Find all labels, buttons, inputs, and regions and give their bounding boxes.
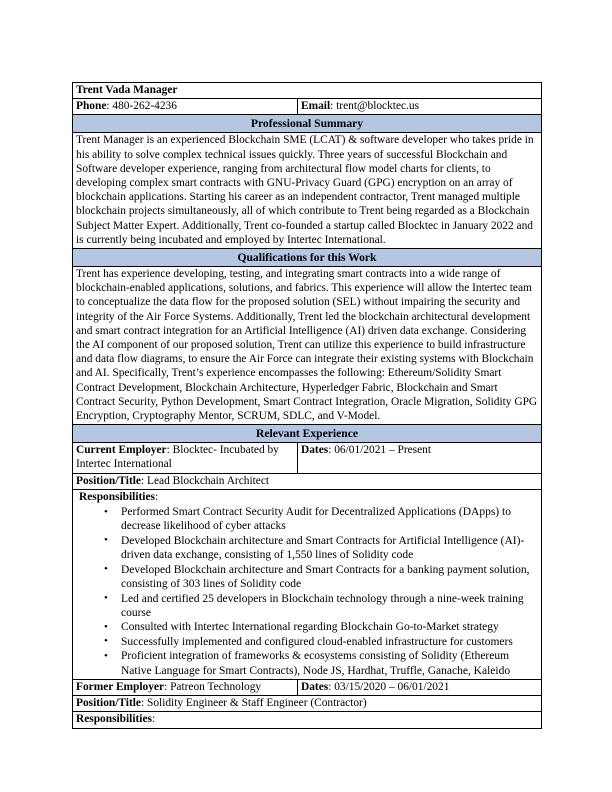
job-dates-value: 03/15/2020 – 06/01/2021 xyxy=(334,680,450,693)
job-responsibilities-cell xyxy=(73,489,542,679)
job-position-row xyxy=(73,473,542,489)
email-value: trent@blocktec.us xyxy=(336,100,420,113)
job-employer-value: Blocktec- Incubated by Intertec International xyxy=(76,444,279,471)
job-dates-separator: : xyxy=(328,444,335,457)
list-item: • Performed Smart Contract Security Audit for Decentralized Applications (DApps) to decrease likelihood of cyber attacks xyxy=(104,505,538,534)
job-dates-cell xyxy=(298,679,542,695)
job-responsibilities-list xyxy=(76,505,538,678)
section-title-professional-summary: Professional Summary xyxy=(73,115,542,133)
job-position-value: Solidity Engineer & Staff Engineer (Contractor) xyxy=(147,697,367,710)
candidate-name: Trent Vada Manager xyxy=(73,83,542,99)
job-employer-label: Current Employer xyxy=(76,444,167,457)
job-responsibilities-label: Responsibilities xyxy=(76,713,152,726)
job-responsibilities-separator: : xyxy=(154,490,159,503)
phone-value: 480-262-4236 xyxy=(112,100,177,113)
email-separator: : xyxy=(330,100,337,113)
job-responsibilities-row xyxy=(73,712,542,729)
section-header-qualifications xyxy=(73,249,542,267)
professional-summary-row xyxy=(73,133,542,249)
section-title-qualifications: Qualifications for this Work xyxy=(73,249,542,267)
job-dates-label: Dates xyxy=(301,444,329,457)
job-dates-label: Dates xyxy=(301,680,329,693)
job-employer-label: Former Employer xyxy=(76,680,165,693)
job-position-label: Position/Title xyxy=(76,697,141,710)
list-item: • Consulted with Intertec International regarding Blockchain Go-to-Market strategy xyxy=(104,620,538,634)
job-employer-cell xyxy=(73,443,298,473)
job-position-label: Position/Title xyxy=(76,474,141,487)
job-responsibilities-heading xyxy=(76,490,538,505)
job-employer-separator: : xyxy=(164,680,171,693)
list-item: • Proficient integration of frameworks & ecosystems consisting of Solidity (Ethereum Native Language for Smart Contracts), Node JS, Hardhat, Truffle, Ganache, Kaleido xyxy=(104,649,538,678)
phone-separator: : xyxy=(106,100,113,113)
resume-table xyxy=(72,82,542,729)
phone-cell xyxy=(73,99,298,115)
qualifications-body: Trent has experience developing, testing, and integrating smart contracts into a wide range of blockchain-enabled applications, solutions, and fabrics. This experience will allow the Intertec team to conceptualize the data flow for the proposed solution (SEL) without impairing the security and integrity of the Air Force Systems. Additionally, Trent led the blockchain architectural development and smart contract integration for an Artificial Intelligence (AI) driven data exchange. Considering the AI component of our proposed solution, Trent can utilize this experience to build infrastructure and data flow diagrams, to ensure the Air Force can integrate their existing systems with Blockchain and AI. Specifically, Trent’s experience encompasses the following: Ethereum/Solidity Smart Contract Development, Blockchain Architecture, Hyperledger Fabric, Blockchain and Smart Contract Security, Python Development, Smart Contract Integration, Oracle Migration, Solidity GPG Encryption, Cryptography Mentor, SCRUM, SDLC, and V-Model. xyxy=(73,267,542,425)
job-employer-row xyxy=(73,443,542,473)
list-item: • Led and certified 25 developers in Blockchain technology through a nine-week training course xyxy=(104,592,538,621)
section-title-relevant-experience: Relevant Experience xyxy=(73,425,542,443)
job-dates-cell xyxy=(298,443,542,473)
job-responsibilities-separator: : xyxy=(151,713,156,726)
name-row xyxy=(73,83,542,99)
phone-label: Phone xyxy=(76,100,107,113)
job-position-row xyxy=(73,696,542,712)
contact-row xyxy=(73,99,542,115)
professional-summary-body: Trent Manager is an experienced Blockchain SME (LCAT) & software developer who takes pride in his ability to solve complex technical issues quickly. Three years of successful Blockchain and Software developer experience, ranging from architectural flow model charts for clients, to developing complex smart contracts with GNU-Privacy Guard (GPG) encryption on an array of blockchain applications. Starting his career as an independent contractor, Trent managed multiple blockchain projects simultaneously, all of which contribute to Trent being regarded as a Blockchain Subject Matter Expert. Additionally, Trent co-founded a startup called Blocktec in January 2022 and is currently being incubated and employed by Intertec International. xyxy=(73,133,542,249)
email-cell xyxy=(298,99,542,115)
list-item: • Successfully implemented and configured cloud-enabled infrastructure for customers xyxy=(104,635,538,649)
job-position-value: Lead Blockchain Architect xyxy=(147,474,270,487)
job-employer-separator: : xyxy=(166,444,173,457)
job-dates-separator: : xyxy=(328,680,335,693)
job-position-cell xyxy=(73,473,542,489)
job-responsibilities-row xyxy=(73,489,542,679)
job-dates-value: 06/01/2021 – Present xyxy=(334,444,432,457)
email-label: Email xyxy=(301,100,331,113)
section-header-professional-summary xyxy=(73,115,542,133)
qualifications-row xyxy=(73,267,542,425)
list-item: • Developed Blockchain architecture and Smart Contracts for Artificial Intelligence (AI)-driven data exchange, consisting of 1,550 lines of Solidity code xyxy=(104,534,538,563)
job-responsibilities-label: Responsibilities xyxy=(79,490,155,503)
job-position-separator: : xyxy=(140,474,147,487)
list-item: • Developed Blockchain architecture and Smart Contracts for a banking payment solution, consisting of 303 lines of Solidity code xyxy=(104,563,538,592)
job-employer-cell xyxy=(73,679,298,695)
job-responsibilities-cell xyxy=(73,712,542,729)
job-position-separator: : xyxy=(140,697,147,710)
section-header-relevant-experience xyxy=(73,425,542,443)
job-employer-row xyxy=(73,679,542,695)
job-position-cell xyxy=(73,696,542,712)
job-employer-value: Patreon Technology xyxy=(170,680,262,693)
